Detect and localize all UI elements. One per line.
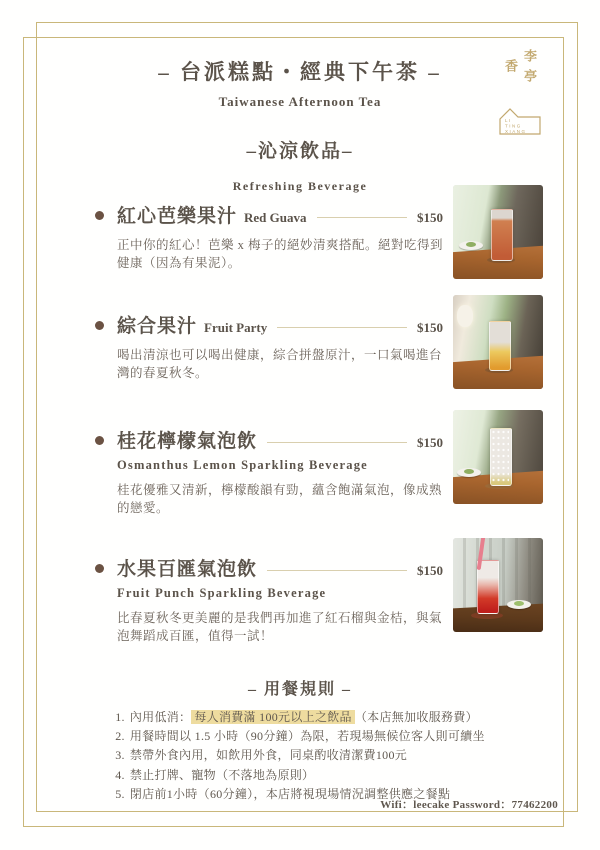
item-photo-fruit-party [453,295,543,389]
item-description: 正中你的紅心！芭樂 x 梅子的絕妙清爽搭配。絕對吃得到健康（因為有果泥）。 [117,238,444,271]
item-title-line [95,554,443,581]
drink-glass [491,209,513,261]
item-description: 比春夏秋冬更美麗的是我們再加進了紅石榴與金桔，與氣泡舞蹈成百匯，值得一試！ [117,611,443,644]
page-subtitle: Taiwanese Afternoon Tea [218,94,382,109]
item-name-en: Red Guava [244,210,307,225]
item-name-zh: 紅心芭樂果汁 [117,206,238,227]
rule-item-4 [115,766,485,785]
item-name-zh: 桂花檸檬氣泡飲 [117,431,258,452]
item-photo-osmanthus-lemon [453,410,543,504]
dining-rules [0,676,600,804]
item-description: 桂花優雅又清新，檸檬酸韻有勁，蘊含飽滿氣泡，像成熟的戀愛。 [117,483,443,516]
rule-item-1 [115,708,485,727]
wifi-info: Wifi：leecake Password：77462200 [380,799,558,811]
side-plate [459,241,483,250]
rule-text: 內用低消： [129,710,192,724]
rule-number: 4. [115,767,125,782]
page-title: – 台派糕點・經典下午茶 – [158,60,442,84]
menu-item-red-guava [95,185,543,279]
rule-text: 閉店前1小時（60分鐘），本店將視現場情況調整供應之餐點 [129,786,451,801]
rule-number: 3. [115,748,125,763]
rule-text: （本店無加收服務費） [354,710,478,724]
lime-garnish [514,601,524,606]
item-price: $150 [417,210,443,225]
rule-text: 禁帶外食內用，如飲用外食，同桌酌收清潔費100元 [129,748,408,763]
drink-glass [489,321,511,371]
side-plate [457,468,481,477]
svg-text:TING: TING [505,123,522,129]
svg-text:XIANG: XIANG [505,129,527,134]
menu-item-fruit-party [95,295,543,389]
item-photo-red-guava [453,185,543,279]
rule-number: 2. [115,729,125,744]
rule-text: 禁止打牌、寵物（不落地為原則） [129,767,315,782]
item-title-line [95,311,443,338]
rule-item-2 [115,727,485,746]
leader-line [267,442,407,443]
item-name-en: Fruit Party [204,320,268,335]
item-name-en: Osmanthus Lemon Sparkling Beverage [117,458,368,472]
bullet-icon [95,564,104,573]
rule-item-3 [115,746,485,765]
rule-number: 5. [115,786,125,801]
rules-list [115,708,485,804]
menu-item-fruit-punch [95,538,543,645]
item-price: $150 [417,563,443,579]
rules-title: – 用餐規則 – [247,681,352,698]
lamp [457,305,473,327]
item-price: $150 [417,435,443,450]
menu-item-text [95,538,443,645]
section-subtitle: Refreshing Beverage [232,179,368,193]
svg-text:LI: LI [505,118,512,123]
header [0,56,600,194]
item-name-zh: 水果百匯氣泡飲 [117,559,258,581]
item-photo-fruit-punch [453,538,543,632]
item-price: $150 [417,320,443,335]
bullet-icon [95,321,104,330]
item-title-line [95,426,443,453]
item-name-zh: 綜合果汁 [117,316,198,337]
brand-name-vertical: 李亭香 [503,49,537,89]
lime-garnish [464,469,474,474]
menu-item-osmanthus-lemon [95,410,543,517]
section-title: –沁涼飲品– [246,141,354,162]
menu-item-text [95,410,443,517]
leader-line [277,327,407,328]
rule-highlight: 每人消費滿 100元以上之飲品 [191,710,355,724]
bullet-icon [95,436,104,445]
rule-number: 1. [115,710,125,724]
item-name-en: Fruit Punch Sparkling Beverage [117,586,327,601]
menu-list [95,185,543,646]
bubbles [491,429,509,482]
item-description: 喝出清涼也可以喝出健康，綜合拼盤原汁，一口氣喝進台灣的春夏秋冬。 [117,348,443,381]
leader-line [267,570,407,571]
menu-item-text [95,295,443,382]
bullet-icon [95,211,104,220]
menu-item-text [95,185,443,272]
lime-garnish [466,242,476,247]
rule-text: 用餐時間以 1.5 小時（90分鐘）為限，若現場無候位客人則可續坐 [129,729,485,744]
item-title-line [95,201,443,228]
leader-line [317,217,408,218]
